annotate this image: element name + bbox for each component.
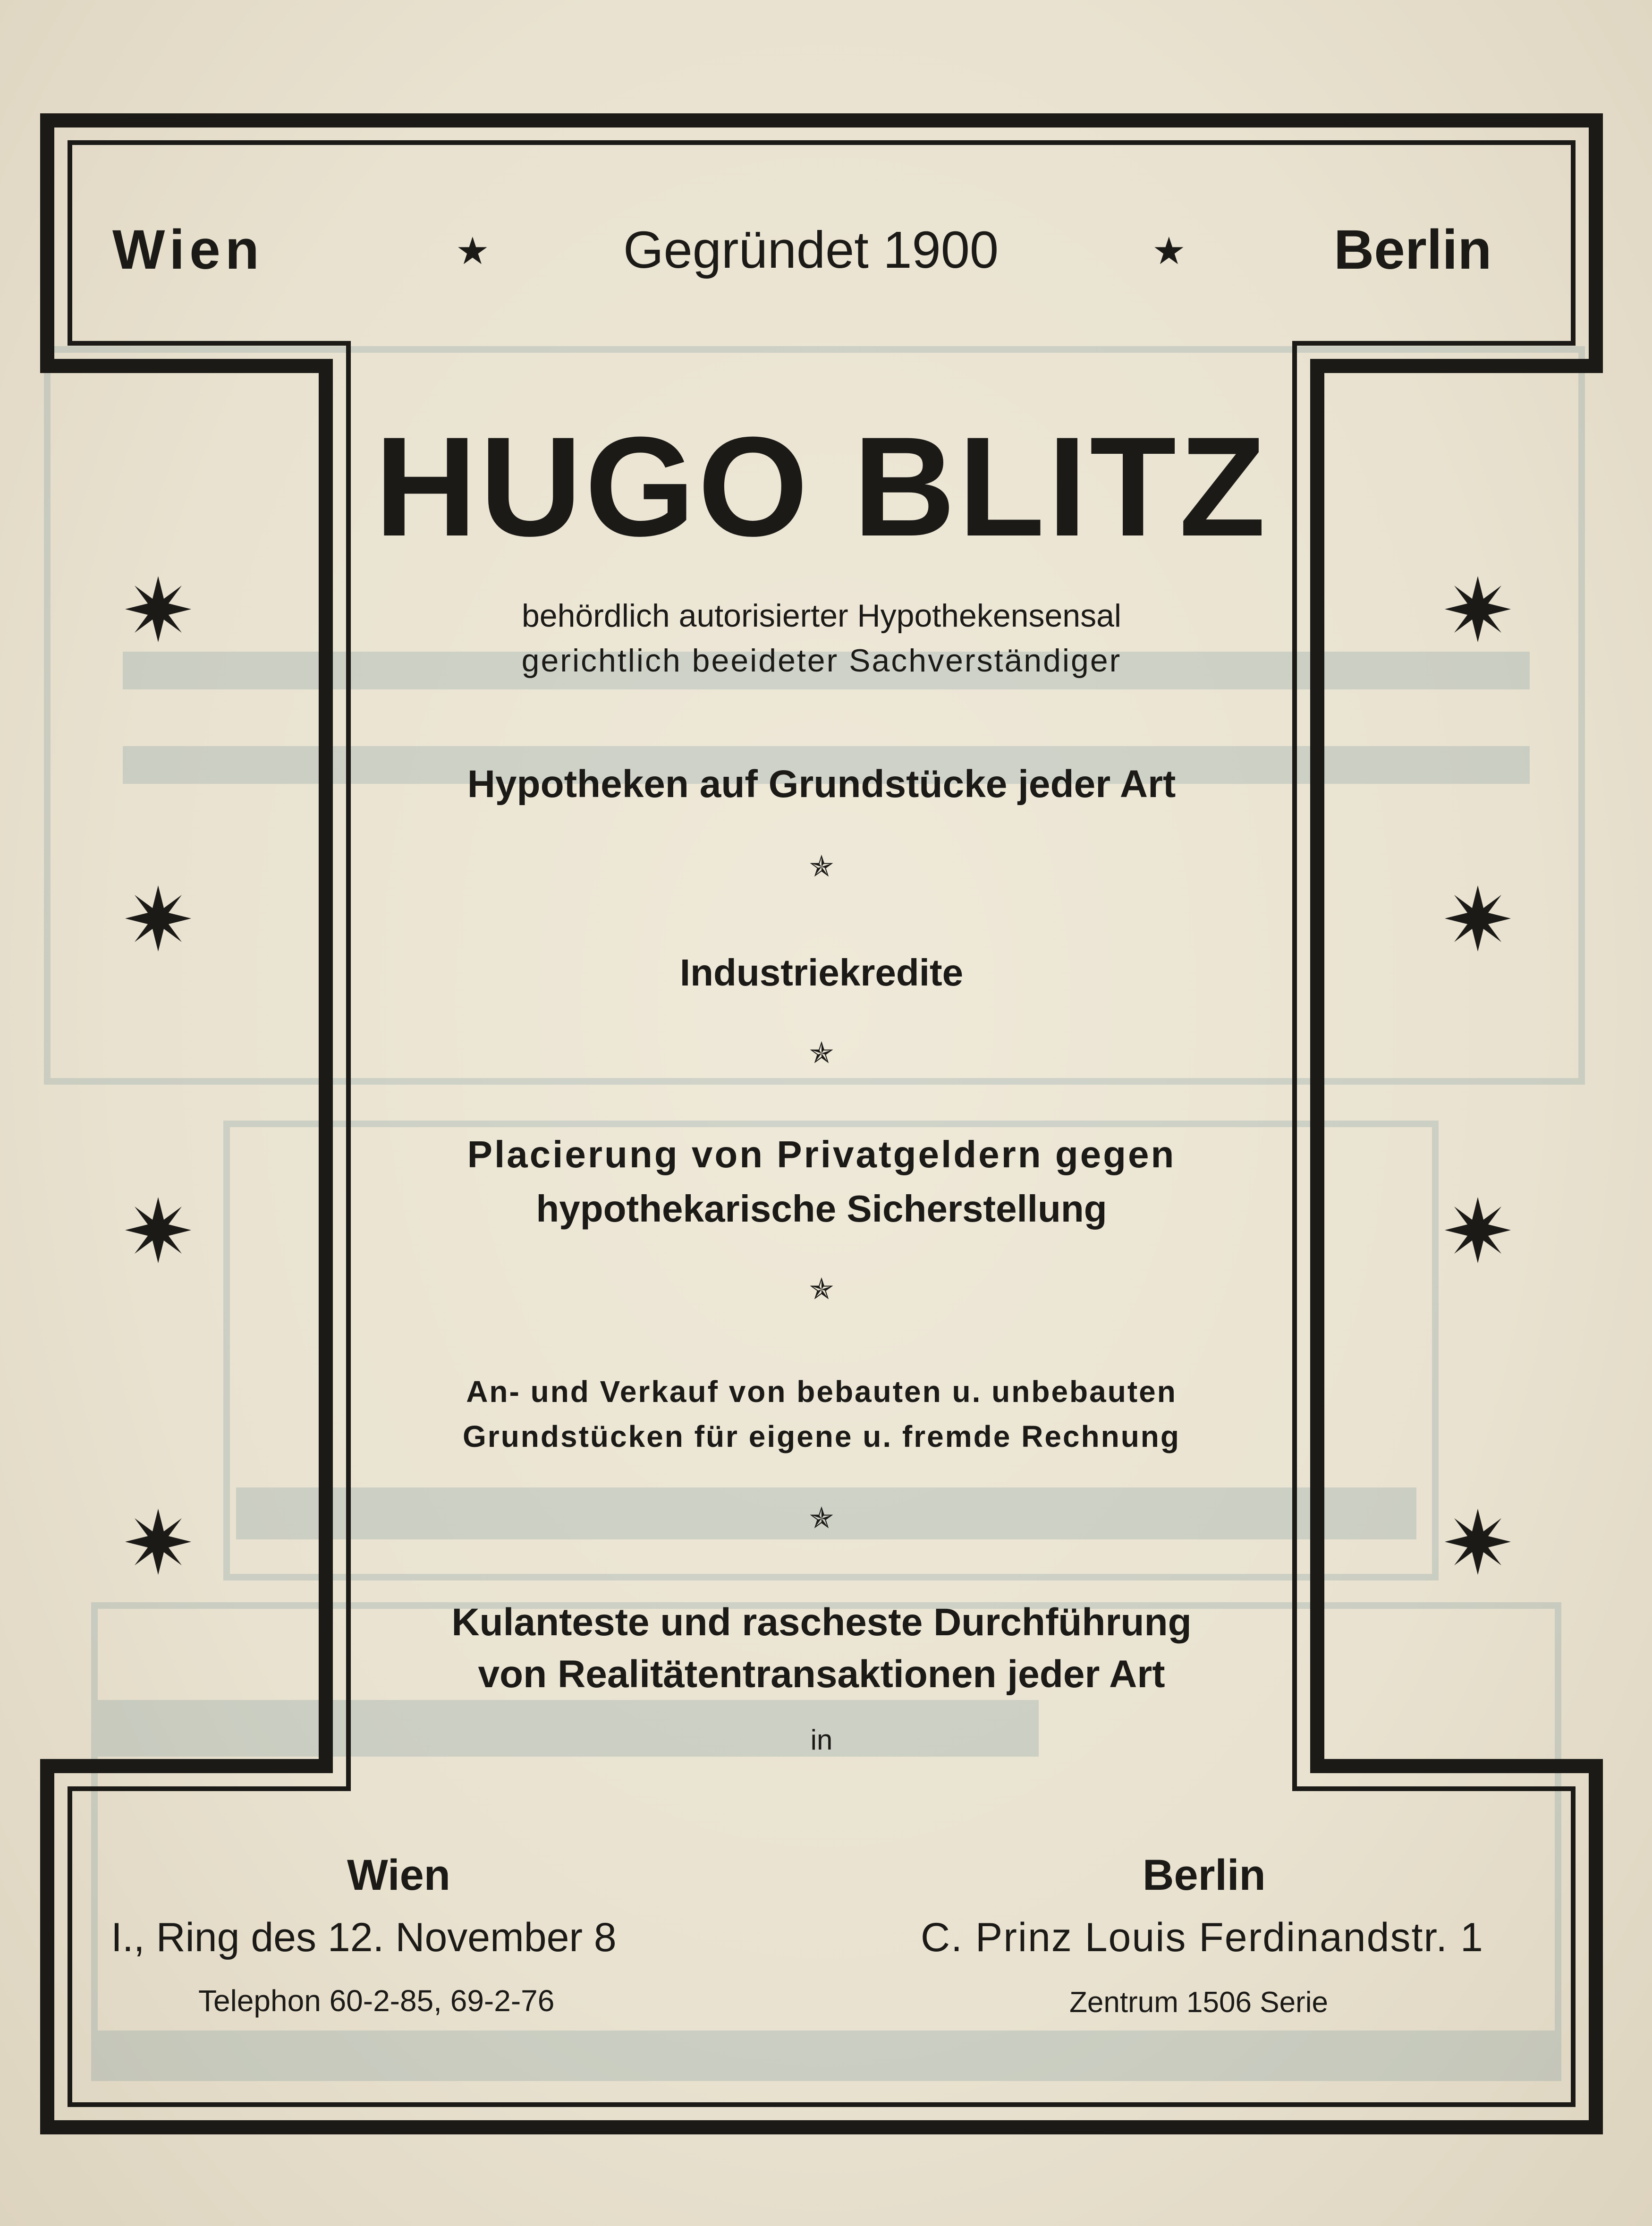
office-wien-address: I., Ring des 12. November 8 bbox=[111, 1915, 617, 1960]
header-city-wien: Wien bbox=[112, 219, 264, 281]
subtitle-line-1: behördlich autorisierter Hypothekensensal bbox=[521, 598, 1122, 634]
spark-icon-left-2 bbox=[125, 885, 191, 952]
service-real-estate-line-1: An- und Verkauf von bebauten u. unbebauten bbox=[466, 1375, 1177, 1409]
header-star-left-icon: ★ bbox=[456, 230, 490, 272]
divider-star-2-icon: ✯ bbox=[809, 1037, 834, 1070]
service-transactions-line-2: von Realitätentransaktionen jeder Art bbox=[478, 1653, 1165, 1696]
spark-icon-left-4 bbox=[125, 1509, 191, 1575]
service-private-funds-line-2: hypothekarische Sicherstellung bbox=[536, 1188, 1107, 1230]
subtitle-line-2: gerichtlich beeideter Sachverständiger bbox=[521, 643, 1122, 679]
spark-icon-right-4 bbox=[1445, 1509, 1511, 1575]
office-wien-phone: Telephon 60-2-85, 69-2-76 bbox=[198, 1984, 555, 2018]
company-name: HUGO BLITZ bbox=[374, 407, 1269, 566]
spark-icon-left-1 bbox=[125, 576, 191, 642]
spark-icon-right-1 bbox=[1445, 576, 1511, 642]
service-transactions-line-1: Kulanteste und rascheste Durchführung bbox=[451, 1601, 1192, 1644]
office-wien-city: Wien bbox=[347, 1851, 450, 1899]
spark-icon-left-3 bbox=[125, 1197, 191, 1263]
divider-star-1-icon: ✯ bbox=[809, 850, 834, 883]
in-label: in bbox=[810, 1724, 833, 1756]
office-berlin-city: Berlin bbox=[1143, 1851, 1266, 1899]
header-city-berlin: Berlin bbox=[1334, 219, 1492, 281]
service-real-estate-line-2: Grundstücken für eigene u. fremde Rechnung bbox=[463, 1419, 1180, 1453]
divider-star-4-icon: ✯ bbox=[809, 1502, 834, 1535]
header-star-right-icon: ★ bbox=[1152, 230, 1186, 272]
service-mortgages: Hypotheken auf Grundstücke jeder Art bbox=[467, 763, 1176, 806]
service-industrial-credits: Industriekredite bbox=[679, 952, 964, 994]
office-berlin-phone: Zentrum 1506 Serie bbox=[1069, 1986, 1328, 2019]
office-berlin-address: C. Prinz Louis Ferdinandstr. 1 bbox=[921, 1915, 1484, 1960]
spark-icon-right-2 bbox=[1445, 885, 1511, 952]
service-private-funds-line-1: Placierung von Privatgeldern gegen bbox=[467, 1133, 1176, 1175]
spark-icon-right-3 bbox=[1445, 1197, 1511, 1263]
header-founded: Gegründet 1900 bbox=[623, 221, 999, 279]
divider-star-3-icon: ✯ bbox=[809, 1273, 834, 1306]
